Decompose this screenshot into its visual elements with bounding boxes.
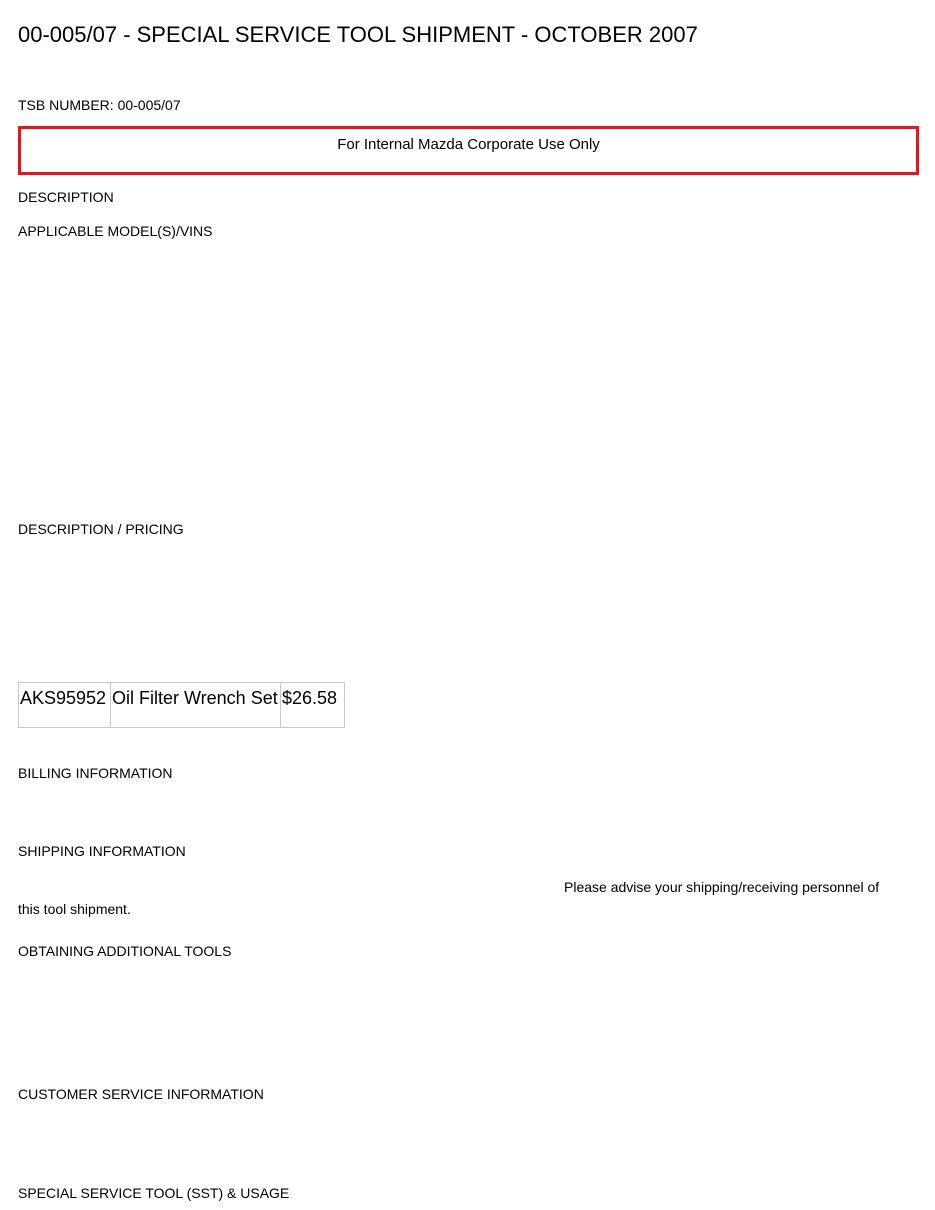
part-price-cell: $26.58 (281, 683, 345, 728)
section-heading-sst-usage: SPECIAL SERVICE TOOL (SST) & USAGE (18, 1185, 290, 1201)
section-heading-billing: BILLING INFORMATION (18, 765, 173, 781)
part-description-cell: Oil Filter Wrench Set (111, 683, 281, 728)
shipping-note-line-1: Please advise your shipping/receiving personnel of (564, 879, 880, 895)
section-heading-description-pricing: DESCRIPTION / PRICING (18, 521, 184, 537)
section-heading-applicable-models: APPLICABLE MODEL(S)/VINS (18, 223, 213, 239)
internal-use-notice-text: For Internal Mazda Corporate Use Only (337, 136, 600, 153)
tsb-number: TSB NUMBER: 00-005/07 (18, 97, 181, 113)
pricing-table (18, 682, 345, 728)
shipping-note-line-2: this tool shipment. (18, 901, 131, 917)
part-number-cell: AKS95952 (19, 683, 111, 728)
internal-use-notice (18, 126, 919, 175)
table-row (19, 683, 345, 728)
page-title: 00-005/07 - SPECIAL SERVICE TOOL SHIPMENT - OCTOBER 2007 (18, 22, 698, 47)
section-heading-shipping: SHIPPING INFORMATION (18, 843, 186, 859)
section-heading-customer-service: CUSTOMER SERVICE INFORMATION (18, 1086, 264, 1102)
section-heading-obtaining-tools: OBTAINING ADDITIONAL TOOLS (18, 943, 232, 959)
section-heading-description: DESCRIPTION (18, 189, 114, 205)
